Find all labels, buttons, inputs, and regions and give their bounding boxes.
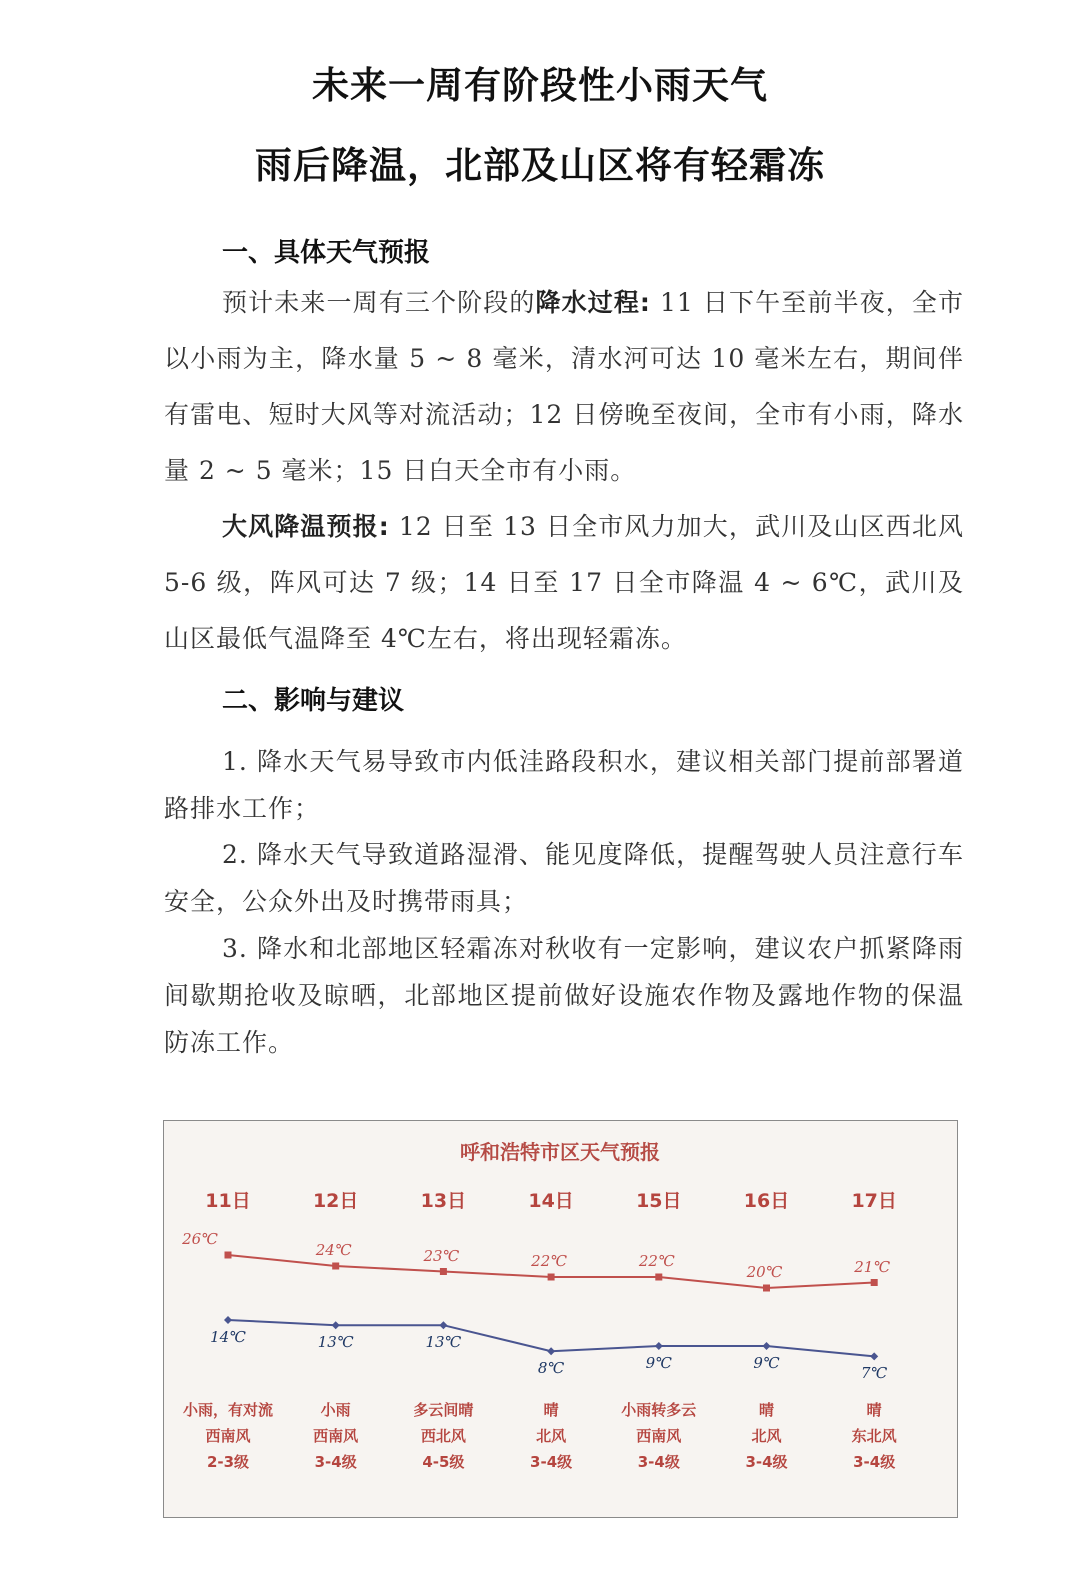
low-temp-point bbox=[547, 1347, 555, 1355]
high-temp-point bbox=[332, 1263, 339, 1270]
day-wind-dir: 西南风 bbox=[313, 1427, 359, 1445]
day-wind-level: 3-4级 bbox=[745, 1453, 788, 1471]
day-wind-dir: 北风 bbox=[751, 1427, 782, 1445]
day-weather-info bbox=[814, 1397, 934, 1475]
day-weather: 小雨 bbox=[320, 1401, 351, 1419]
high-temp-point bbox=[655, 1274, 662, 1281]
document-title-line2: 雨后降温，北部及山区将有轻霜冻 bbox=[255, 144, 825, 187]
high-temp-point bbox=[440, 1268, 447, 1275]
day-wind-level: 3-4级 bbox=[637, 1453, 680, 1471]
day-weather: 晴 bbox=[866, 1401, 882, 1419]
low-temp-point bbox=[655, 1342, 663, 1350]
low-temp-label: 7℃ bbox=[861, 1364, 888, 1383]
day-label: 17日 bbox=[851, 1190, 897, 1212]
day-label: 16日 bbox=[743, 1190, 790, 1212]
day-wind-level: 3-4级 bbox=[530, 1453, 573, 1471]
day-label: 15日 bbox=[636, 1190, 682, 1212]
high-temp-label: 24℃ bbox=[315, 1241, 352, 1259]
high-temp-label: 22℃ bbox=[638, 1252, 675, 1270]
day-label: 12日 bbox=[312, 1190, 359, 1212]
day-wind-level: 4-5级 bbox=[422, 1453, 465, 1471]
forecast-title: 呼和浩特市区天气预报 bbox=[460, 1140, 660, 1164]
day-wind-dir: 西南风 bbox=[636, 1427, 682, 1445]
day-weather: 小雨转多云 bbox=[621, 1401, 697, 1419]
day-wind-level: 3-4级 bbox=[314, 1453, 357, 1471]
high-temp-label: 21℃ bbox=[854, 1257, 891, 1276]
low-temp-label: 9℃ bbox=[645, 1354, 672, 1372]
day-weather: 晴 bbox=[758, 1401, 774, 1419]
day-weather: 晴 bbox=[543, 1401, 559, 1419]
day-wind-dir: 西北风 bbox=[420, 1427, 466, 1445]
low-temp-point bbox=[224, 1316, 232, 1324]
low-temp-point bbox=[763, 1342, 771, 1350]
precipitation-intro: 预计未来一周有三个阶段的 bbox=[222, 288, 536, 317]
precipitation-text: 11 日下午至前半夜，全市以小雨为主，降水量 5 ~ 8 毫米，清水河可达 10 毫米左右，期间伴有雷电、短时大风等对流活动；12 日傍晚至夜间，全市有小雨，降水量 2 ~ 5 毫米；15 日白天全市有小雨。 bbox=[164, 288, 964, 485]
day-weather-info bbox=[168, 1397, 288, 1475]
low-temp-point bbox=[439, 1321, 447, 1329]
high-temp-label: 22℃ bbox=[531, 1252, 568, 1270]
low-temp-label: 14℃ bbox=[210, 1328, 246, 1346]
low-temp-point bbox=[870, 1352, 878, 1360]
suggestion-1: 1. 降水天气易导致市内低洼路段积水，建议相关部门提前部署道路排水工作； bbox=[164, 747, 964, 823]
day-wind-dir: 北风 bbox=[536, 1427, 567, 1445]
day-wind-level: 3-4级 bbox=[853, 1453, 896, 1471]
section2-heading: 二、影响与建议 bbox=[222, 686, 405, 716]
day-weather: 多云间晴 bbox=[413, 1401, 474, 1419]
low-temp-label: 9℃ bbox=[753, 1354, 780, 1372]
suggestion-3: 3. 降水和北部地区轻霜冻对秋收有一定影响，建议农户抓紧降雨间歇期抢收及晾晒，北部地区提前做好设施农作物及露地作物的保温防冻工作。 bbox=[164, 934, 964, 1057]
high-temp-label: 23℃ bbox=[423, 1246, 460, 1265]
low-temp-label: 13℃ bbox=[425, 1333, 462, 1352]
day-wind-dir: 东北风 bbox=[851, 1427, 897, 1445]
suggestion-2: 2. 降水天气导致道路湿滑、能见度降低，提醒驾驶人员注意行车安全，公众外出及时携带雨具； bbox=[164, 840, 964, 916]
section1-heading: 一、具体天气预报 bbox=[222, 238, 431, 268]
day-weather-info bbox=[276, 1397, 396, 1475]
high-temp-point bbox=[548, 1274, 555, 1281]
day-label: 13日 bbox=[420, 1190, 467, 1212]
high-temp-point bbox=[871, 1279, 878, 1286]
document-title-line1: 未来一周有阶段性小雨天气 bbox=[312, 64, 768, 107]
wind-cooling-text: 12 日至 13 日全市风力加大，武川及山区西北风 5-6 级，阵风可达 7 级；14 日至 17 日全市降温 4 ~ 6℃，武川及山区最低气温降至 4℃左右，将出现轻霜冻。 bbox=[164, 512, 964, 653]
day-weather-info bbox=[707, 1397, 827, 1475]
high-temp-label: 26℃ bbox=[182, 1230, 218, 1248]
high-temp-point bbox=[763, 1285, 770, 1292]
day-weather-info bbox=[491, 1397, 611, 1475]
low-temp-point bbox=[332, 1321, 340, 1329]
high-temp-point bbox=[225, 1252, 232, 1259]
low-temp-label: 13℃ bbox=[317, 1333, 354, 1352]
day-wind-level: 2-3级 bbox=[206, 1453, 250, 1471]
day-weather-info bbox=[599, 1397, 719, 1475]
high-temp-label: 20℃ bbox=[746, 1263, 783, 1281]
day-weather: 小雨，有对流 bbox=[182, 1401, 273, 1419]
day-label: 11日 bbox=[205, 1190, 251, 1212]
wind-cooling-label: 大风降温预报: bbox=[222, 512, 390, 541]
precipitation-label: 降水过程: bbox=[535, 288, 651, 317]
day-wind-dir: 西南风 bbox=[205, 1427, 251, 1445]
day-label: 14日 bbox=[528, 1190, 574, 1212]
low-temp-label: 8℃ bbox=[537, 1359, 565, 1378]
day-weather-info bbox=[383, 1397, 503, 1475]
